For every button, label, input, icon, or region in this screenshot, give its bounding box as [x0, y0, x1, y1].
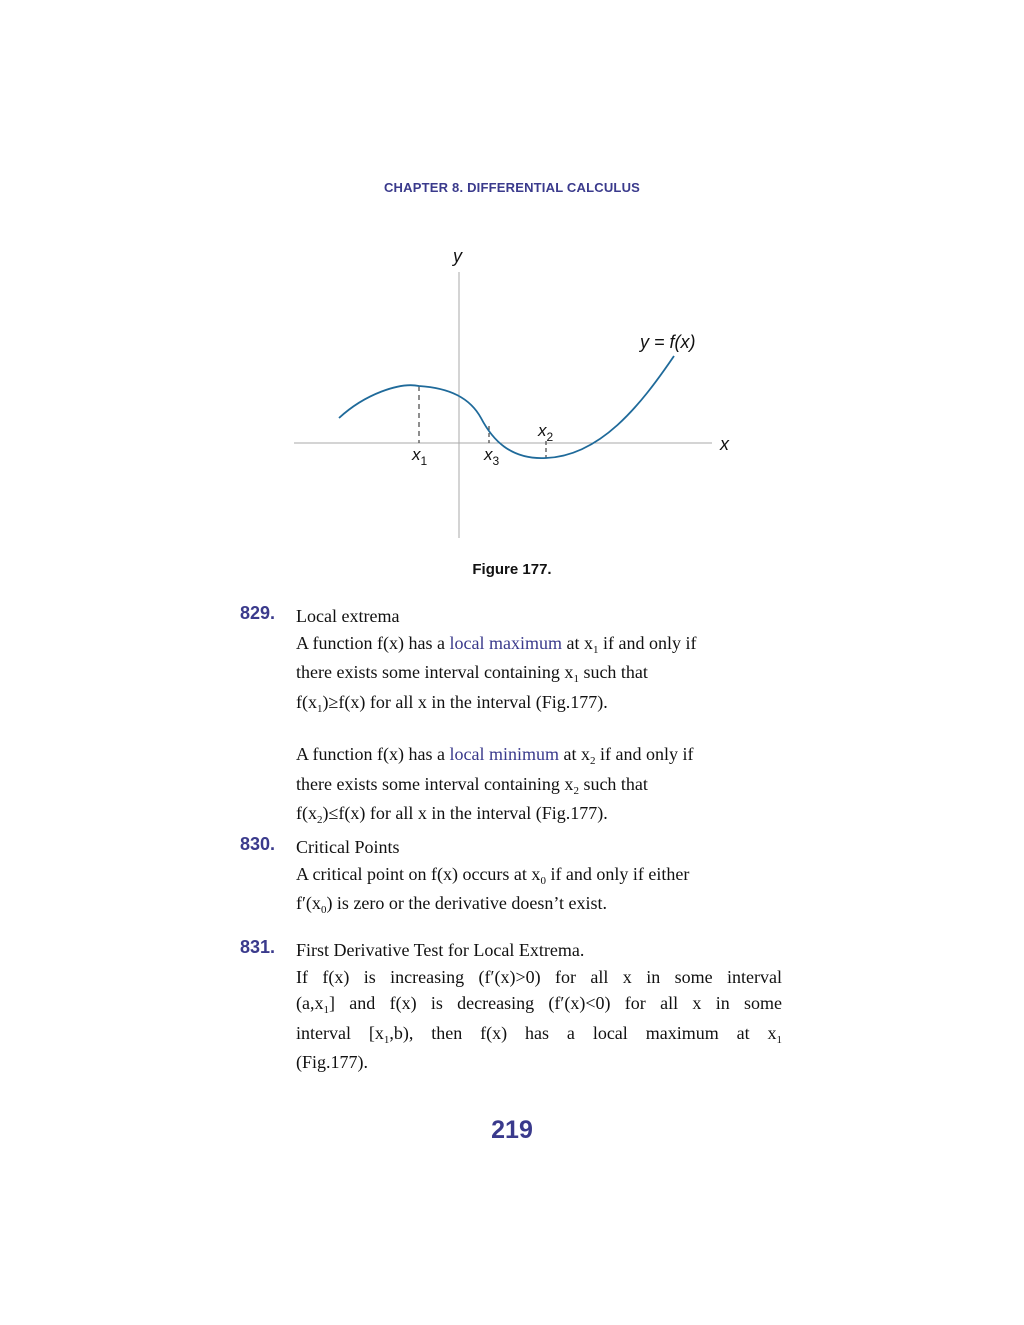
x-axis-label: x [720, 434, 729, 454]
x1-label: $x_1$ [412, 445, 428, 468]
running-header: CHAPTER 8. DIFFERENTIAL CALCULUS [383, 180, 641, 195]
entry-number: 829. [240, 603, 276, 623]
figure-177 [280, 236, 750, 546]
entry-title: Critical Points [296, 837, 400, 857]
paragraph-critical-points: A critical point on f(x) occurs at $x_0$ if and only if either $f'(x_0)$ is zero or the derivative doesn’t exist. [296, 863, 690, 916]
entry-title: First Derivative Test for Local Extrema. [296, 940, 585, 960]
entry-body [296, 937, 782, 1076]
figure-caption: Figure 177. [472, 561, 552, 578]
entry-title: Local extrema [296, 606, 400, 626]
entry-number: 830. [240, 834, 276, 854]
page-number: 219 [491, 1116, 533, 1144]
entry-body [296, 603, 796, 830]
x3-label: $x_3$ [484, 445, 500, 468]
term-local-minimum: local minimum [449, 744, 559, 764]
entry-number: 831. [240, 937, 276, 957]
x2-label: $x_2$ [538, 421, 554, 444]
term-local-maximum: local maximum [449, 632, 562, 653]
y-axis-label: y [453, 246, 462, 266]
paragraph-local-maximum: A function f(x) has a local maximum at $x_1$ if and only if there exists some interval containing $x_1$ such that $f(x_1)\ge f(x)$ for all x in the interval (Fig.177). [296, 632, 697, 715]
curve-label: y = f(x) [640, 332, 696, 352]
paragraph-first-derivative-test: If f(x) is increasing (f′(x)>0) for all x in some interval $(a,x_1]$ and f(x) is decreasing (f′(x)<0) for all x in some interval $[x_1,b)$, then f(x) has a local maximum at $x_1$ (Fig.177). [296, 966, 782, 1072]
entry-body [296, 834, 796, 920]
paragraph-local-minimum: A function f(x) has a local minimum at $x_2$ if and only if there exists some interval containing $x_2$ such that $f(x_2)\le f(x)$ for all x in the interval (Fig.177). [296, 744, 694, 826]
